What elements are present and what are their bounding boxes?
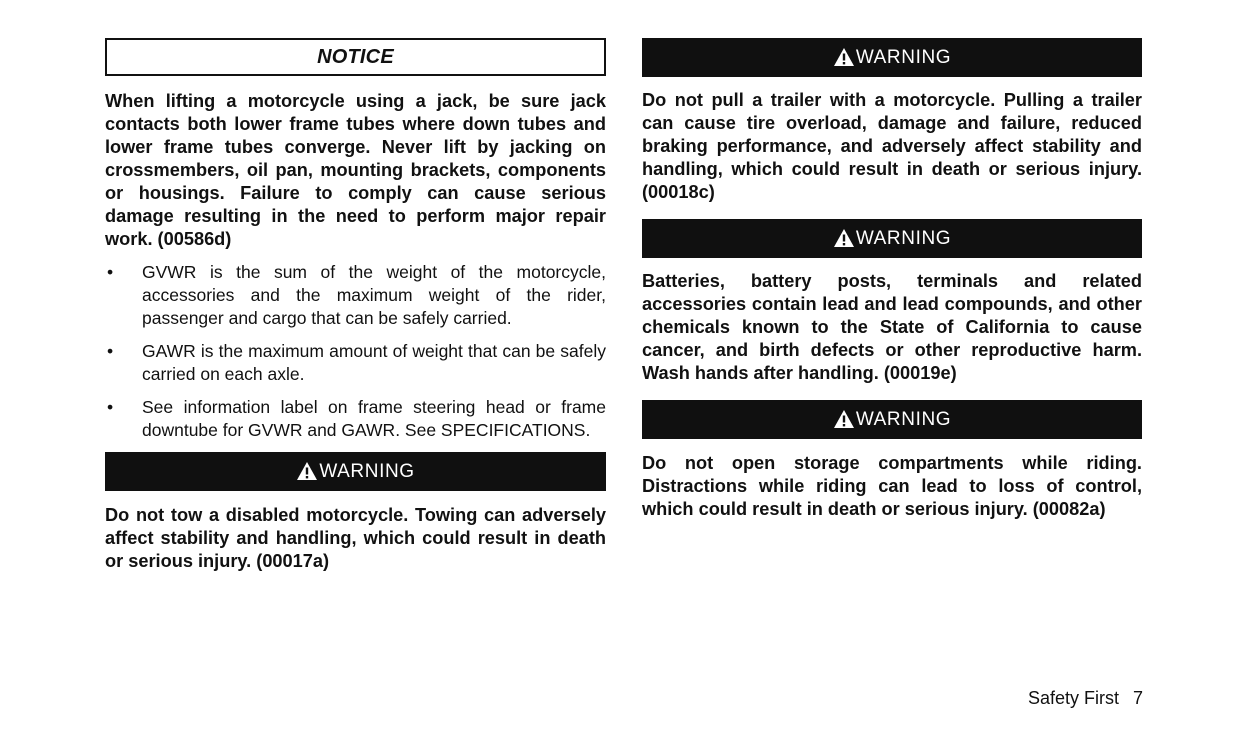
warning-header-storage — [642, 400, 1142, 439]
page-footer — [1028, 688, 1143, 709]
warning-header-tow — [105, 452, 606, 491]
warning-title: WARNING — [855, 227, 952, 249]
warning-title: WARNING — [319, 460, 415, 482]
footer-section-title: Safety First — [1027, 688, 1119, 708]
bullet-dot: • — [107, 341, 114, 361]
warning-text-battery: Batteries, battery posts, terminals and related accessories contain lead and lead compounds, and other chemicals known to the State of California to cause cancer, and birth defects or other reproductive harm. Wash hands after handling. (00019e) — [642, 271, 1142, 383]
bullet-text: GVWR is the sum of the weight of the motorcycle, accessories and the maximum weight of the rider, passenger and cargo that can be safely carried. — [142, 262, 606, 328]
bullet-item-gawr — [105, 340, 606, 386]
left-column — [105, 38, 606, 573]
gvwr-bullet-list — [105, 261, 606, 442]
warning-header-trailer — [642, 38, 1142, 77]
notice-text: When lifting a motorcycle using a jack, be sure jack contacts both lower frame tubes where down tubes and lower frame tubes converge. Never lift by jacking on crossmembers, oil pan, mounting brackets, components or housings. Failure to comply can cause serious damage resulting in the need to perform major repair work. (00586d) — [105, 91, 606, 249]
warning-triangle-icon — [296, 461, 318, 481]
bullet-dot: • — [107, 262, 114, 282]
bullet-item-gvwr — [105, 261, 606, 330]
warning-header-battery — [642, 219, 1142, 258]
warning-text-trailer: Do not pull a trailer with a motorcycle. Pulling a trailer can cause tire overload, damage and failure, reduced braking performance, and adversely affect stability and handling, which could result in death or serious injury. (00018c) — [642, 90, 1142, 202]
bullet-dot: • — [107, 397, 114, 417]
warning-title: WARNING — [855, 408, 952, 430]
warning-text-storage: Do not open storage compartments while riding. Distractions while riding can lead to loss of control, which could result in death or serious injury. (00082a) — [642, 453, 1142, 519]
warning-text-tow: Do not tow a disabled motorcycle. Towing can adversely affect stability and handling, which could result in death or serious injury. (00017a) — [105, 505, 606, 571]
bullet-text: GAWR is the maximum amount of weight that can be safely carried on each axle. — [142, 341, 606, 384]
bullet-item-info-label — [105, 396, 606, 442]
warning-triangle-icon — [833, 228, 855, 248]
right-column — [642, 38, 1142, 521]
warning-triangle-icon — [833, 47, 855, 67]
notice-header — [105, 38, 606, 76]
page-number: 7 — [1132, 688, 1143, 708]
warning-triangle-icon — [833, 409, 855, 429]
notice-title: NOTICE — [317, 45, 394, 68]
bullet-text: See information label on frame steering head or frame downtube for GVWR and GAWR. See SPECIFICATIONS. — [142, 397, 606, 440]
warning-title: WARNING — [855, 46, 952, 68]
